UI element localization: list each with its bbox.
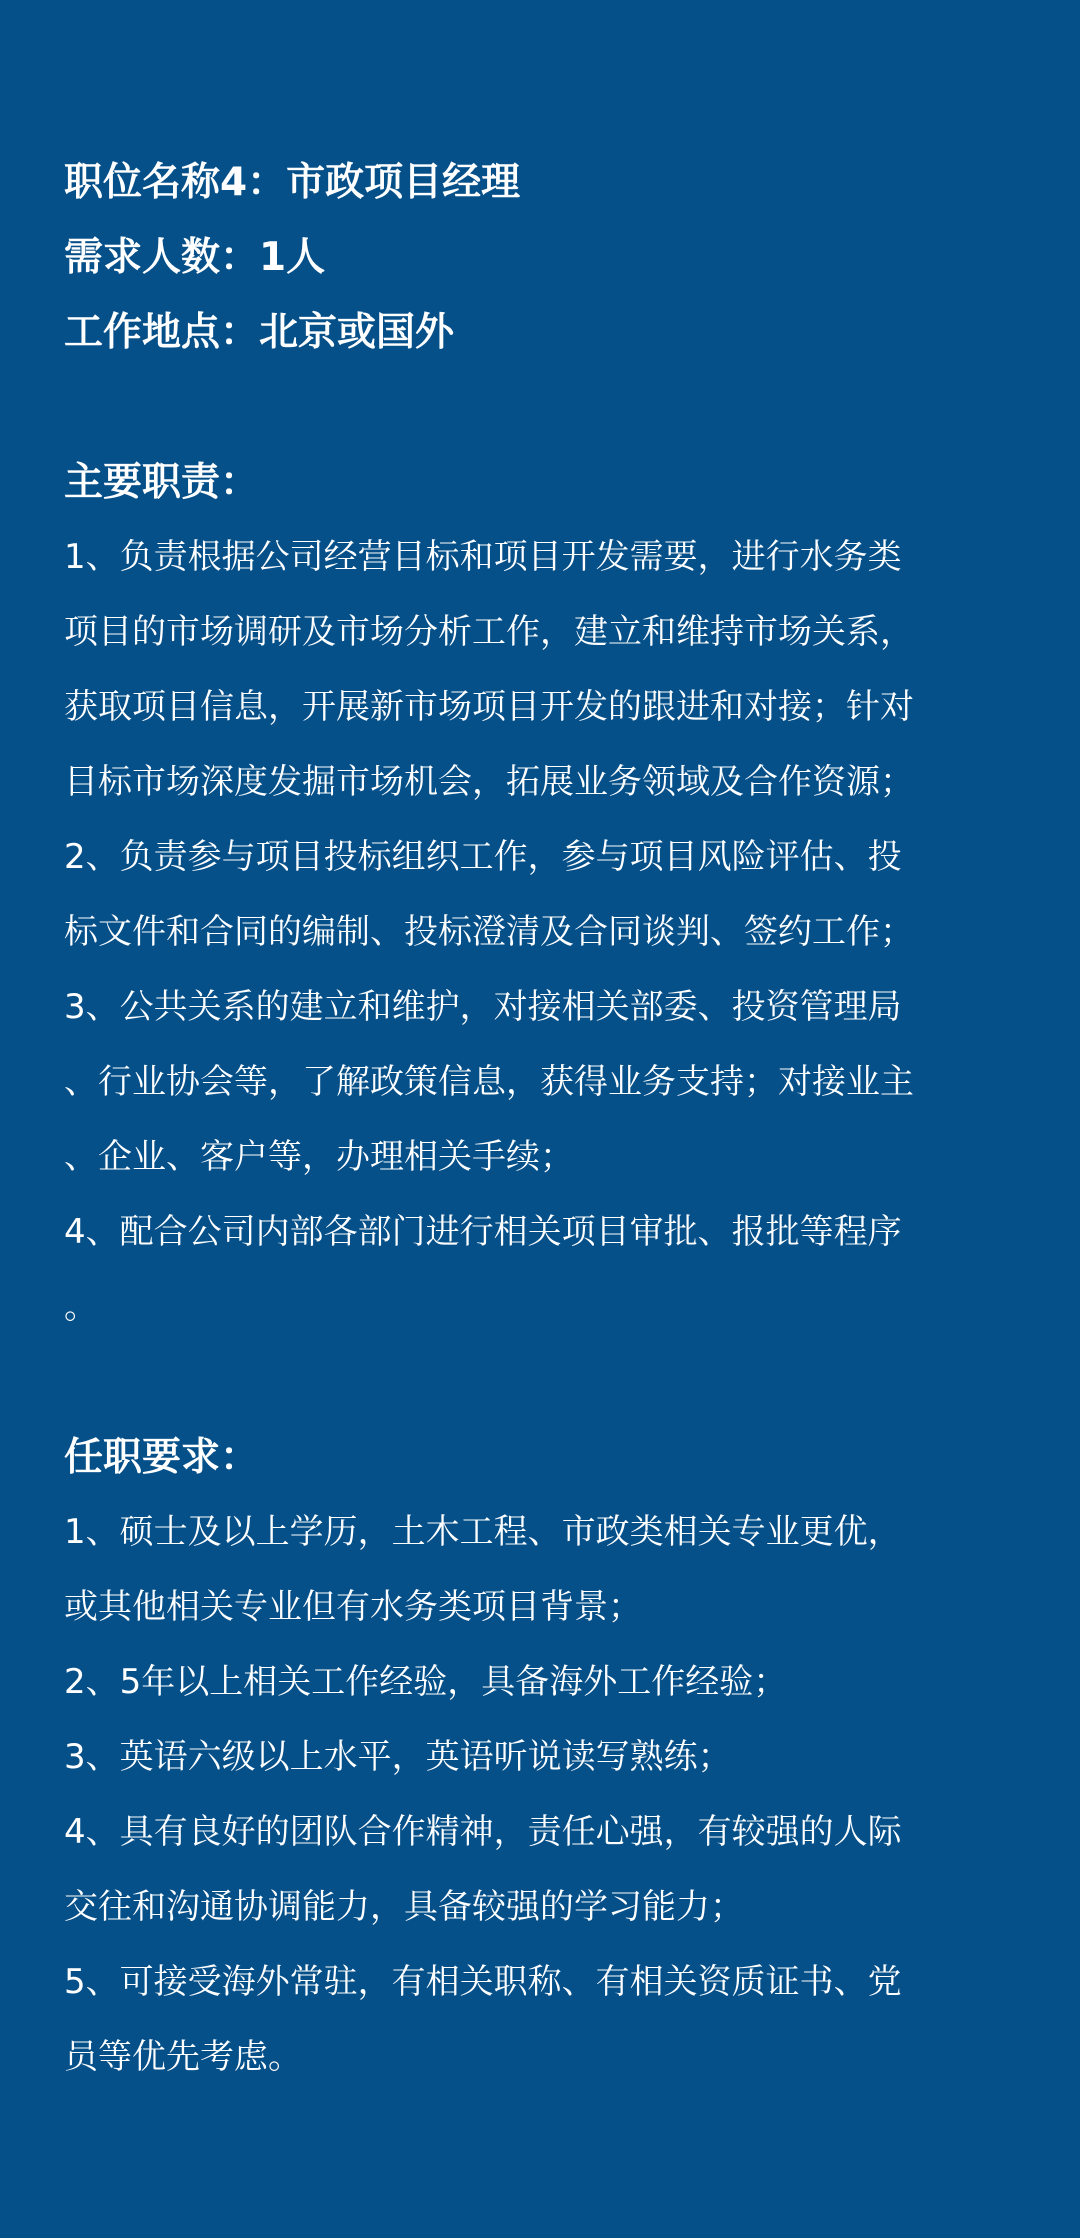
requirement-line: 交往和沟通协调能力，具备较强的学习能力； [64, 1887, 744, 1927]
work-location: 工作地点：北京或国外 [64, 310, 455, 355]
responsibilities-title: 主要职责： [64, 460, 260, 505]
responsibility-line: 获取项目信息，开展新市场项目开发的跟进和对接；针对 [64, 687, 914, 727]
requirements-section [64, 1420, 1016, 2095]
requirement-line: 2、5年以上相关工作经验，具备海外工作经验； [64, 1662, 788, 1702]
responsibility-line: 项目的市场调研及市场分析工作，建立和维持市场关系， [64, 612, 914, 652]
requirement-line: 或其他相关专业但有水务类项目背景； [64, 1587, 642, 1627]
position-title: 职位名称4：市政项目经理 [64, 160, 521, 205]
responsibility-line: 4、配合公司内部各部门进行相关项目审批、报批等程序 [64, 1212, 902, 1252]
responsibility-line: 、行业协会等，了解政策信息，获得业务支持；对接业主 [64, 1062, 914, 1102]
responsibility-line: 标文件和合同的编制、投标澄清及合同谈判、签约工作； [64, 912, 914, 952]
responsibilities-section [64, 445, 1016, 1345]
responsibility-line: 。 [64, 1287, 98, 1327]
requirements-title: 任职要求： [64, 1435, 260, 1480]
requirement-line: 4、具有良好的团队合作精神，责任心强，有较强的人际 [64, 1812, 902, 1852]
headcount: 需求人数：1人 [64, 235, 326, 280]
requirement-line: 员等优先考虑。 [64, 2037, 302, 2077]
responsibility-line: 目标市场深度发掘市场机会，拓展业务领域及合作资源； [64, 762, 914, 802]
responsibility-line: 、企业、客户等，办理相关手续； [64, 1137, 574, 1177]
requirement-line: 3、英语六级以上水平，英语听说读写熟练； [64, 1737, 732, 1777]
requirement-line: 5、可接受海外常驻，有相关职称、有相关资质证书、党 [64, 1962, 902, 2002]
responsibility-line: 2、负责参与项目投标组织工作，参与项目风险评估、投 [64, 837, 902, 877]
responsibility-line: 3、公共关系的建立和维护，对接相关部委、投资管理局 [64, 987, 902, 1027]
responsibility-line: 1、负责根据公司经营目标和项目开发需要，进行水务类 [64, 537, 902, 577]
requirement-line: 1、硕士及以上学历，土木工程、市政类相关专业更优， [64, 1512, 902, 1552]
job-header [64, 145, 1016, 370]
